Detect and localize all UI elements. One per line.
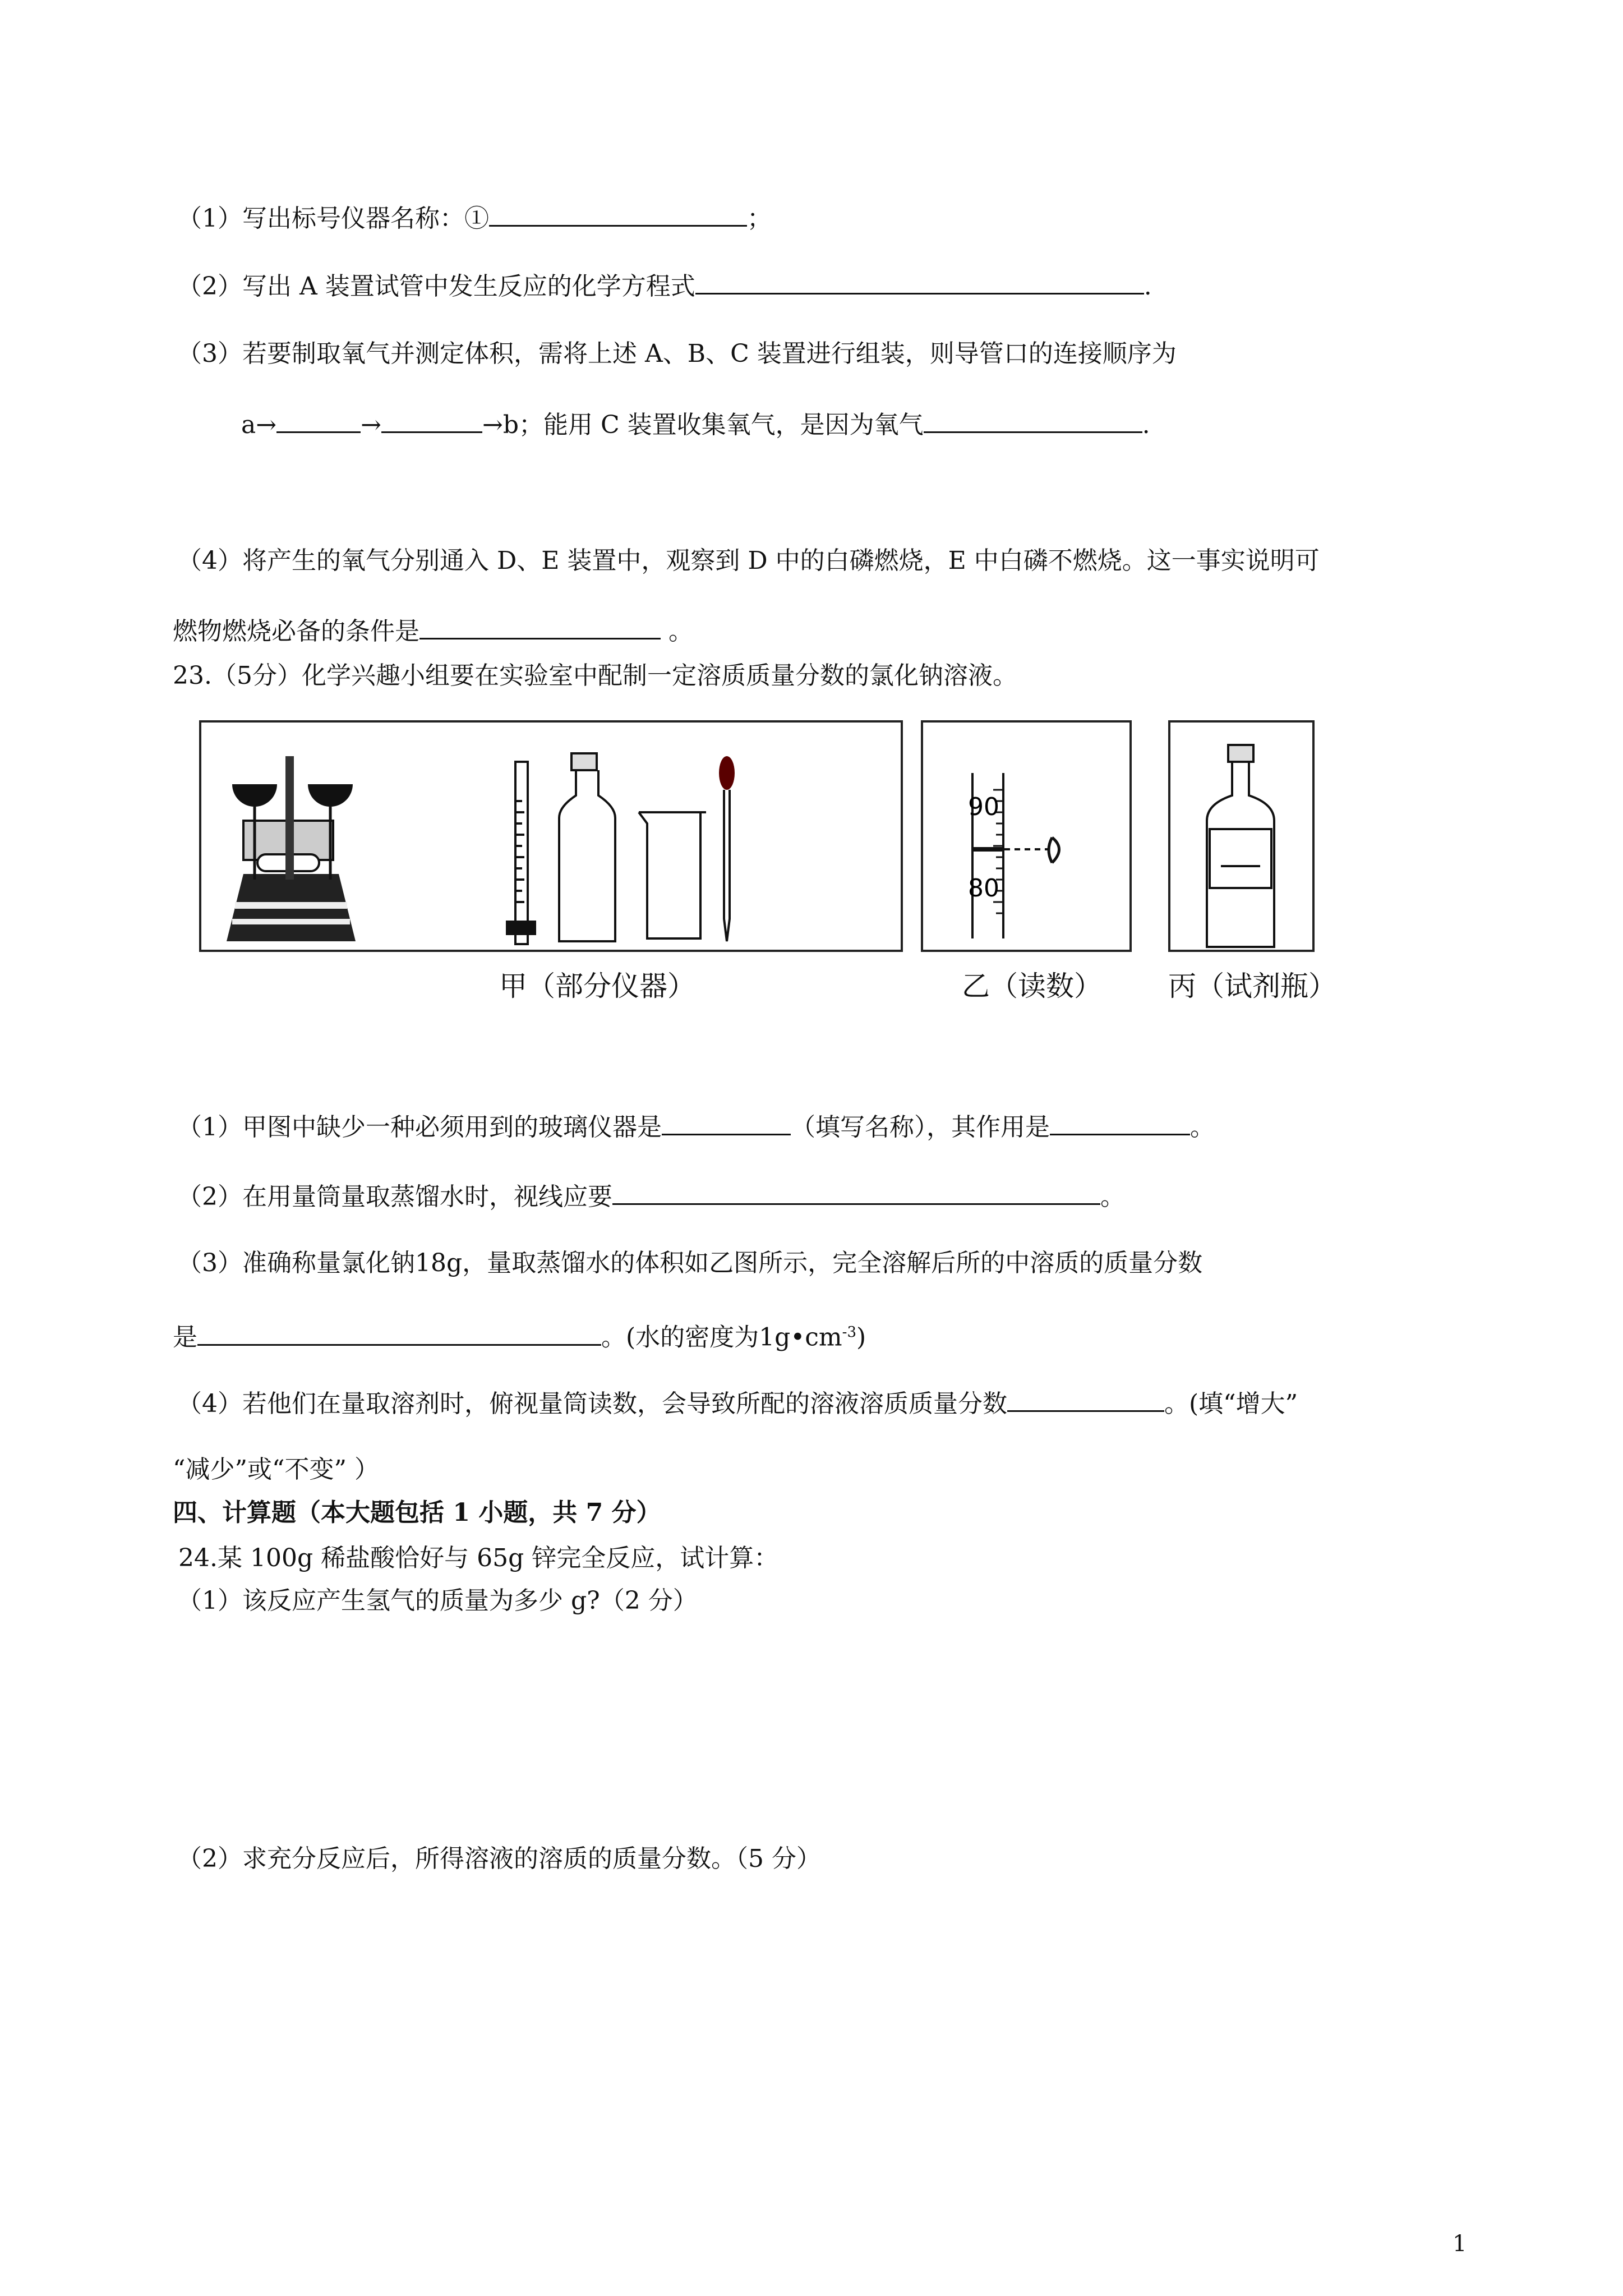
- page-number: 1: [1453, 2231, 1467, 2257]
- text: 。: [661, 617, 693, 646]
- text: （填写名称），其作用是: [791, 1113, 1050, 1142]
- answer-blank[interactable]: [612, 1179, 1100, 1205]
- instruments-drawing: [201, 723, 901, 950]
- graduated-cylinder-icon: [507, 762, 535, 944]
- text: →b；能用 C 装置收集氧气，是因为氧气: [482, 411, 924, 439]
- q23-title: 23.（5分）化学兴趣小组要在实验室中配制一定溶质质量分数的氯化钠溶液。: [173, 661, 1017, 690]
- q23-part1: [177, 1109, 1215, 1144]
- text: 。(填“增大”: [1164, 1389, 1298, 1418]
- q22-part3: （3）若要制取氧气并测定体积，需将上述 A、B、C 装置进行组装，则导管口的连接顺序为: [177, 339, 1177, 368]
- q23-part3-cont: [173, 1315, 866, 1355]
- answer-blank[interactable]: [662, 1109, 791, 1135]
- figure-jia-instruments: [199, 720, 903, 952]
- text: （1）写出标号仪器名称：①: [177, 204, 489, 233]
- caption-bing: 丙（试剂瓶）: [1168, 970, 1336, 1002]
- text: 。: [1100, 1182, 1125, 1211]
- text: 燃物燃烧必备的条件是: [173, 617, 419, 646]
- q22-part4: （4）将产生的氧气分别通入 D、E 装置中，观察到 D 中的白磷燃烧，E 中白磷不燃烧。这一事实说明可: [177, 546, 1320, 575]
- text: .: [1144, 272, 1152, 301]
- section4-title: 四、计算题（本大题包括 1 小题，共 7 分）: [173, 1498, 661, 1527]
- answer-blank[interactable]: [419, 613, 661, 639]
- answer-blank[interactable]: [381, 407, 482, 433]
- text: .: [1142, 411, 1150, 439]
- q22-part4-cont: [173, 613, 693, 648]
- text: 。(水的密度为1g•cm: [601, 1323, 842, 1352]
- cylinder-reading-drawing: [923, 723, 1129, 950]
- caption-yi: 乙（读数）: [962, 970, 1102, 1002]
- text: →: [361, 411, 381, 439]
- q23-part4: [177, 1386, 1298, 1421]
- text: ；: [747, 204, 772, 233]
- answer-blank[interactable]: [695, 268, 1144, 295]
- beaker-icon: [639, 812, 706, 938]
- q24-part1: （1）该反应产生氢气的质量为多少 g?（2 分）: [177, 1586, 698, 1615]
- q22-part1: [177, 200, 772, 236]
- text: 。: [1190, 1113, 1215, 1142]
- q23-part2: [177, 1179, 1125, 1214]
- q23-part4-cont: “减少”或“不变” ）: [173, 1455, 379, 1484]
- meniscus: [972, 847, 1003, 852]
- answer-blank[interactable]: [1050, 1109, 1190, 1135]
- text: （2）在用量筒量取蒸馏水时，视线应要: [177, 1182, 612, 1211]
- eye-icon: [1049, 838, 1059, 863]
- figure-yi-reading: [921, 720, 1132, 952]
- text: 是: [173, 1323, 197, 1352]
- q22-part3-order: [241, 407, 1150, 442]
- q24-part2: （2）求充分反应后，所得溶液的溶质的质量分数。（5 分）: [177, 1844, 821, 1873]
- q23-part3: （3）准确称量氯化钠18g，量取蒸馏水的体积如乙图所示，完全溶解后所的中溶质的质量分数: [177, 1249, 1203, 1277]
- wide-mouth-bottle-icon: [559, 753, 615, 941]
- caption-jia: 甲（部分仪器）: [499, 970, 695, 1002]
- reagent-bottle-icon: [1170, 723, 1312, 950]
- answer-blank[interactable]: [924, 407, 1142, 433]
- text: ): [856, 1323, 866, 1352]
- scale-label-80: 80: [968, 874, 999, 903]
- balance-icon: [227, 756, 356, 941]
- text: （2）写出 A 装置试管中发生反应的化学方程式: [177, 272, 695, 301]
- answer-blank[interactable]: [489, 200, 747, 227]
- figure-bing-reagent-bottle: [1168, 720, 1315, 952]
- answer-blank[interactable]: [1007, 1386, 1164, 1412]
- dropper-icon: [719, 756, 735, 941]
- answer-blank[interactable]: [276, 407, 361, 433]
- scale-label-90: 90: [968, 793, 999, 821]
- q22-part2: [177, 268, 1152, 303]
- answer-blank[interactable]: [197, 1319, 601, 1346]
- text: （1）甲图中缺少一种必须用到的玻璃仪器是: [177, 1113, 662, 1142]
- text: （4）若他们在量取溶剂时，俯视量筒读数，会导致所配的溶液溶质质量分数: [177, 1389, 1007, 1418]
- text: a→: [241, 411, 277, 439]
- q24-title: 24.某 100g 稀盐酸恰好与 65g 锌完全反应，试计算：: [178, 1544, 779, 1572]
- superscript: -3: [842, 1324, 856, 1341]
